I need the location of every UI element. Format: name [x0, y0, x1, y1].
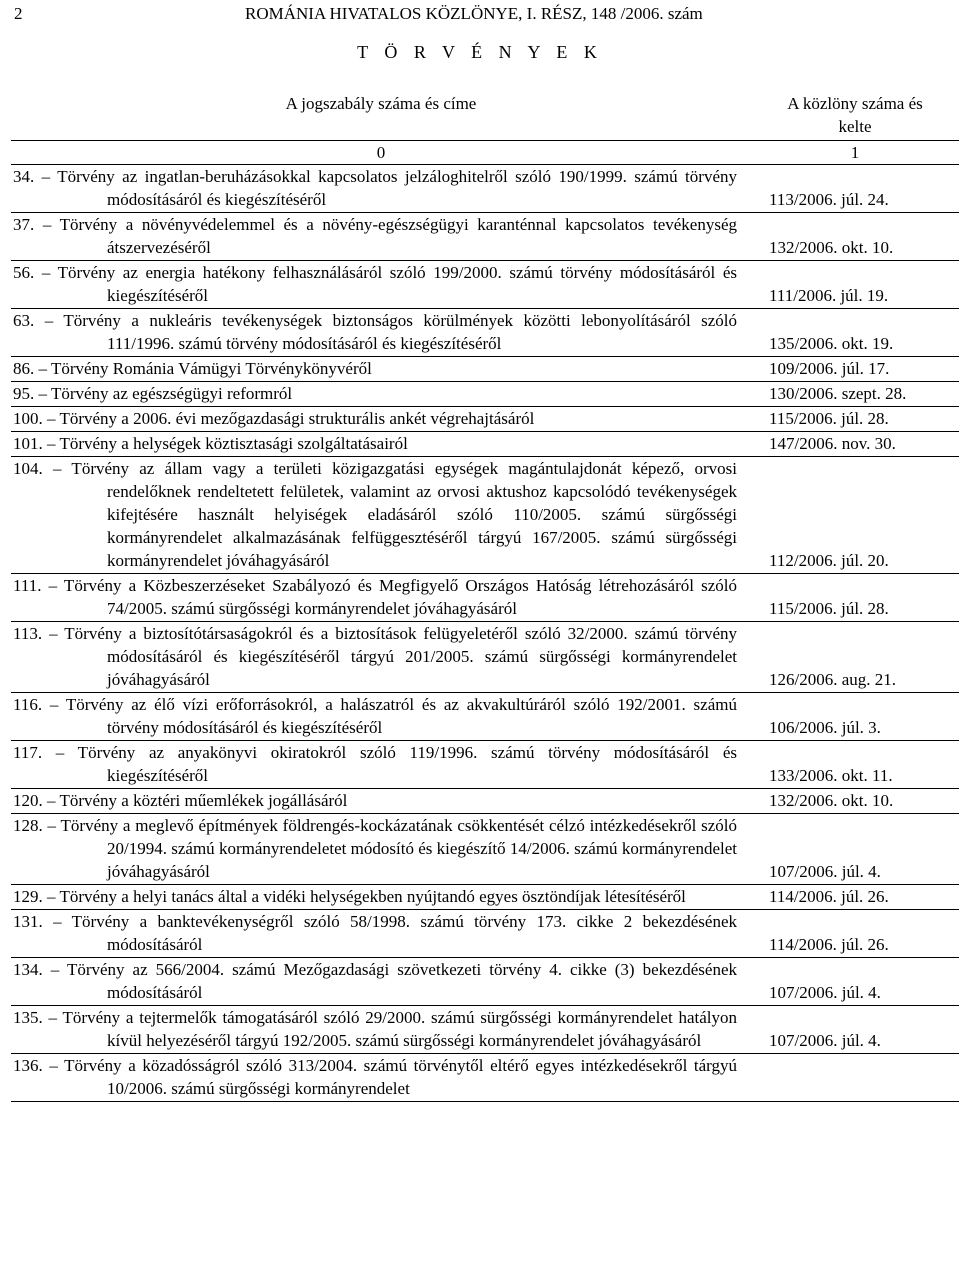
law-title: 120. – Törvény a köztéri műemlékek jogállásáról — [13, 791, 348, 810]
gazette-ref: 112/2006. júl. 20. — [751, 457, 959, 574]
law-title-cell — [11, 574, 751, 622]
table-row — [11, 693, 959, 741]
gazette-ref: 130/2006. szept. 28. — [751, 382, 959, 407]
law-title: 129. – Törvény a helyi tanács által a vidéki helységekben nyújtandó egyes ösztöndíjak létesítéséről — [13, 887, 686, 906]
col1-index: 0 — [11, 141, 751, 165]
law-title: 100. – Törvény a 2006. évi mezőgazdasági strukturális ankét végrehajtásáról — [13, 409, 535, 428]
law-title: 111. – Törvény a Közbeszerzéseket Szabályozó és Megfigyelő Országos Hatóság létrehozásáról szóló 74/2005. számú sürgősségi kormányrendelet jóváhagyásáról — [13, 576, 737, 618]
table-row — [11, 309, 959, 357]
table-row — [11, 432, 959, 457]
gazette-ref: 109/2006. júl. 17. — [751, 357, 959, 382]
table-row — [11, 885, 959, 910]
law-title-cell — [11, 1006, 751, 1054]
law-title-cell — [11, 910, 751, 958]
gazette-ref: 132/2006. okt. 10. — [751, 789, 959, 814]
gazette-ref: 115/2006. júl. 28. — [751, 574, 959, 622]
law-title-cell — [11, 789, 751, 814]
table-row — [11, 213, 959, 261]
col2-header-text: A közlöny száma és kelte — [787, 94, 923, 136]
table-row — [11, 457, 959, 574]
gazette-ref — [751, 1054, 959, 1102]
col2-header — [751, 92, 959, 141]
section-title: T Ö R V É N Y E K — [357, 42, 603, 62]
table-row — [11, 407, 959, 432]
law-title: 135. – Törvény a tejtermelők támogatásáról szóló 29/2000. számú sürgősségi kormányrendelet hatályon kívül helyezéséről tárgyú 192/2005. számú sürgősségi kormányrendelet jóváhagyásáról — [13, 1008, 737, 1050]
law-title: 56. – Törvény az energia hatékony felhasználásáról szóló 199/2000. számú törvény módosításáról és kiegészítéséről — [13, 263, 737, 305]
law-title-cell — [11, 432, 751, 457]
table-row — [11, 357, 959, 382]
law-title-cell — [11, 382, 751, 407]
table-row — [11, 574, 959, 622]
law-title: 136. – Törvény a közadósságról szóló 313/2004. számú törvénytől eltérő egyes intézkedésekről tárgyú 10/2006. számú sürgősségi kormányrendelet — [13, 1056, 737, 1098]
page-header — [14, 4, 944, 28]
law-title: 86. – Törvény Románia Vámügyi Törvénykönyvéről — [13, 359, 372, 378]
gazette-ref: 107/2006. júl. 4. — [751, 1006, 959, 1054]
gazette-ref: 126/2006. aug. 21. — [751, 622, 959, 693]
laws-table — [11, 92, 959, 1102]
law-title: 63. – Törvény a nukleáris tevékenységek biztonságos körülmények közötti lebonyolításáról szóló 111/1996. számú törvény módosításáról és kiegészítéséről — [13, 311, 737, 353]
table-row — [11, 814, 959, 885]
gazette-ref: 114/2006. júl. 26. — [751, 885, 959, 910]
gazette-ref: 135/2006. okt. 19. — [751, 309, 959, 357]
page-number: 2 — [14, 4, 23, 23]
law-title-cell — [11, 407, 751, 432]
table-row — [11, 741, 959, 789]
law-title: 104. – Törvény az állam vagy a területi közigazgatási egységek magántulajdonát képező, orvosi rendelőknek rendeltetett felületek, valamint az orvosi aktushoz kapcsolódó tevékenységek kifejtésére használt helyiségek eladásáról szóló 110/2005. számú sürgősségi kormányrendelet alkalmazásának felfüggesztéséről tárgyú 167/2005. számú sürgősségi kormányrendelet jóváhagyásáról — [13, 459, 737, 570]
law-title-cell — [11, 213, 751, 261]
table-row — [11, 789, 959, 814]
col2-index: 1 — [751, 141, 959, 165]
col1-header: A jogszabály száma és címe — [285, 94, 477, 113]
table-row — [11, 1054, 959, 1102]
table-row — [11, 1006, 959, 1054]
table-row — [11, 165, 959, 213]
gazette-ref: 107/2006. júl. 4. — [751, 958, 959, 1006]
law-title-cell — [11, 357, 751, 382]
running-title: ROMÁNIA HIVATALOS KÖZLÖNYE, I. RÉSZ, 148 /2006. szám — [245, 4, 703, 23]
table-row — [11, 910, 959, 958]
law-title: 113. – Törvény a biztosítótársaságokról és a biztosítások felügyeletéről szóló 32/2000. számú törvény módosításáról és kiegészítéséről tárgyú 201/2005. számú sürgősségi kormányrendelet jóváhagyásáról — [13, 624, 737, 689]
law-title-cell — [11, 1054, 751, 1102]
law-title: 37. – Törvény a növényvédelemmel és a növény-egészségügyi karanténnal kapcsolatos tevékenység átszervezéséről — [13, 215, 737, 257]
law-title: 34. – Törvény az ingatlan-beruházásokkal kapcsolatos jelzáloghitelről szóló 190/1999. számú törvény módosításáról és kiegészítéséről — [13, 167, 737, 209]
law-title: 101. – Törvény a helységek köztisztasági szolgáltatásairól — [13, 434, 408, 453]
law-title-cell — [11, 693, 751, 741]
table-header-row — [11, 92, 959, 141]
table-row — [11, 958, 959, 1006]
law-title-cell — [11, 261, 751, 309]
law-title: 134. – Törvény az 566/2004. számú Mezőgazdasági szövetkezeti törvény 4. cikke (3) bekezdésének módosításáról — [13, 960, 737, 1002]
gazette-ref: 132/2006. okt. 10. — [751, 213, 959, 261]
law-title-cell — [11, 958, 751, 1006]
gazette-ref: 107/2006. júl. 4. — [751, 814, 959, 885]
gazette-ref: 115/2006. júl. 28. — [751, 407, 959, 432]
law-title-cell — [11, 165, 751, 213]
law-title-cell — [11, 457, 751, 574]
gazette-ref: 111/2006. júl. 19. — [751, 261, 959, 309]
law-title-cell — [11, 885, 751, 910]
law-title-cell — [11, 309, 751, 357]
law-title-cell — [11, 741, 751, 789]
gazette-ref: 106/2006. júl. 3. — [751, 693, 959, 741]
gazette-ref: 114/2006. júl. 26. — [751, 910, 959, 958]
law-title: 116. – Törvény az élő vízi erőforrásokról, a halászatról és az akvakultúráról szóló 192/2001. számú törvény módosításáról és kiegészítéséről — [13, 695, 737, 737]
law-title: 131. – Törvény a banktevékenységről szóló 58/1998. számú törvény 173. cikke 2 bekezdésének módosításáról — [13, 912, 737, 954]
law-title-cell — [11, 622, 751, 693]
table-row — [11, 622, 959, 693]
gazette-ref: 147/2006. nov. 30. — [751, 432, 959, 457]
gazette-ref: 113/2006. júl. 24. — [751, 165, 959, 213]
law-title: 95. – Törvény az egészségügyi reformról — [13, 384, 293, 403]
table-index-row — [11, 141, 959, 165]
law-title-cell — [11, 814, 751, 885]
law-title: 128. – Törvény a meglevő építmények földrengés-kockázatának csökkentését célzó intézkedésekről szóló 20/1994. számú kormányrendeletet módosító és kiegészítő 14/2006. számú kormányrendelet jóváhagyásáról — [13, 816, 737, 881]
table-row — [11, 382, 959, 407]
table-row — [11, 261, 959, 309]
gazette-ref: 133/2006. okt. 11. — [751, 741, 959, 789]
law-title: 117. – Törvény az anyakönyvi okiratokról szóló 119/1996. számú törvény módosításáról és kiegészítéséről — [13, 743, 737, 785]
